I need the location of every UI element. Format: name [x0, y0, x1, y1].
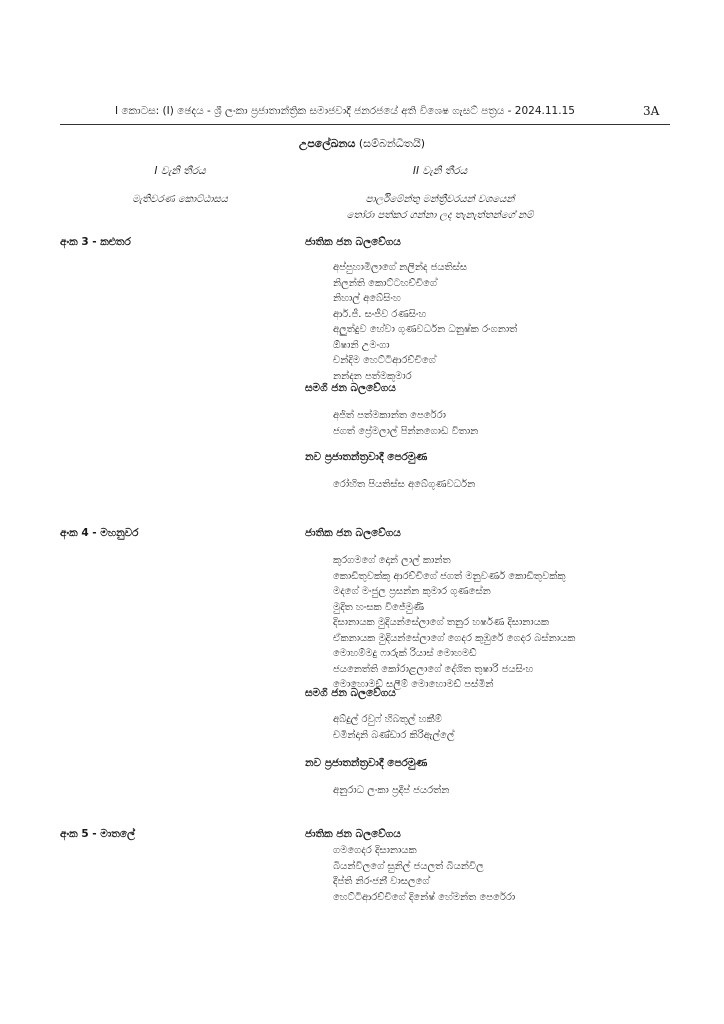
member-name: ඕෂානි උමංගා	[333, 339, 390, 351]
member-name: කුරගමගේ දොන් ලාල් කාන්ත	[333, 555, 451, 566]
member-name: අලුත්දුව හේවා ගුණවර්ධන ධනුෂ්ක රංගනාත්	[333, 324, 518, 335]
party-name: ජාතික ජන බලවේගය	[305, 828, 401, 840]
member-name: ගමගෙදර දිසානායක	[333, 845, 417, 856]
member-name: හෙට්ටිආරච්චිගේ දිනේෂ් හේමන්ත පෙරේරා	[333, 891, 516, 903]
member-name: ජයනෙත්ති කෝරාළලාගේ දේශිත තුෂාරි ජයසිංහ	[333, 663, 534, 675]
member-name: මොහම්මදු ෆාරුක් රියාස් මොහමඩ්	[333, 648, 477, 659]
member-name: අජිත් පත්මකාන්ත පෙරේරා	[333, 410, 446, 421]
member-name: මොහොමඩ් සලීම් මොහොමඩ් පස්මින්	[333, 679, 494, 690]
member-list	[333, 260, 517, 384]
member-list	[333, 843, 515, 905]
member-name: දීප්ති නිරංජනී වාසලගේ	[333, 876, 430, 887]
party-name: සමගි ජන බලවේගය	[305, 382, 396, 394]
member-name: ආර්.ජී. සංජීව රණසිංහ	[333, 308, 427, 320]
column-2-heading: II වැනි තීරය	[412, 165, 468, 177]
member-list	[333, 553, 575, 693]
schedule-title-note: (සම්බන්ධිතයි)	[358, 137, 426, 150]
member-list	[333, 477, 475, 493]
header-rule	[60, 124, 670, 125]
member-name: දිසානායක මුදියන්සේලාගේ තනුර හර්ෂණ දිසානායක	[333, 617, 550, 628]
member-name: චන්දිම හෙට්ටිආරච්චිගේ	[333, 355, 436, 366]
member-name: ඒකනායක මුදියන්සේලාගේ ගෙදර කුඹුරේ ගෙදර බස්නායක	[333, 632, 576, 644]
member-name: ජගත් ප්‍රේමලාල් පින්නගොඩ විතාන	[333, 425, 479, 437]
member-name: මුදිත හංසක විජේමුණි	[333, 601, 425, 613]
member-name: නන්දන පත්මකුමාර	[333, 370, 412, 382]
member-name: අනුරාධ ලංකා ප්‍රදීප් ජයරත්න	[333, 785, 450, 796]
party-name: ජාතික ජන බලවේගය	[305, 527, 401, 539]
member-name: නිහාල් අබේසිංහ	[333, 293, 401, 304]
member-list	[333, 408, 478, 439]
member-name: බියන්විලගේ සුනිල් ජයලත් බියන්විල	[333, 860, 484, 872]
party-name: සමගි ජන බලවේගය	[305, 687, 396, 699]
running-title: I කොටස: (I) ඡෙදය - ශ්‍රී ලංකා ප්‍රජාතාන්ත්‍රික සමාජවාදී ජනරජයේ අති විශෙෂ ගැසට් පත්‍රය - 2024.11.15	[115, 105, 575, 117]
party-name: නව ප්‍රජාතන්ත්‍රවාදී පෙරමුණ	[305, 757, 428, 769]
schedule-title	[0, 137, 724, 151]
member-name: අප්පුහාමිලාගේ නලින්ද ජයතිස්ස	[333, 262, 468, 273]
column-2-subheading-line-1: පාර්ලිමේන්තු මන්ත්‍රීවරයන් වශයෙන්	[365, 194, 515, 205]
column-2-subheading	[300, 192, 580, 224]
page-number: 3A	[643, 104, 660, 118]
member-name: අබ්දුල් රවුෆ් හිබතුල් හකීම්	[333, 714, 442, 725]
member-list	[333, 712, 454, 743]
member-name: මදගේ මංජුල ප්‍රසන්න කුමාර ගුණසේන	[333, 586, 491, 597]
member-name: චමින්දානි බණ්ඩාර කිරිඇල්ලේ	[333, 729, 455, 741]
party-name: ජාතික ජන බලවේගය	[305, 236, 401, 248]
schedule-title-main: උපලේඛනය	[298, 137, 356, 150]
district-label: අංක 4 - මහනුවර	[60, 527, 139, 539]
district-label: අංක 3 - කළුතර	[60, 236, 131, 248]
district-label: අංක 5 - මාතලේ	[60, 828, 135, 840]
party-name: නව ප්‍රජාතන්ත්‍රවාදී පෙරමුණ	[305, 451, 428, 463]
running-header	[0, 102, 724, 122]
member-name: රෝහිත පියතිස්ස අබේගුණවර්ධන	[333, 479, 476, 490]
column-1-heading: I වැනි තීරය	[154, 165, 206, 177]
member-name: කොඩිතුවක්කු ආරච්චිගේ ජගත් මනුවර්ණ කොඩිතුවක්කු	[333, 570, 566, 582]
column-1-subheading: මැතිවරණ කොට්ඨාසය	[132, 194, 228, 205]
member-name: නිලන්ති කොට්ටහච්චිගේ	[333, 277, 437, 289]
column-2-subheading-line-2: තෝරා පත්කර ගන්නා ලද තැනැත්තන්ගේ නම්	[346, 210, 534, 221]
member-list	[333, 783, 449, 799]
